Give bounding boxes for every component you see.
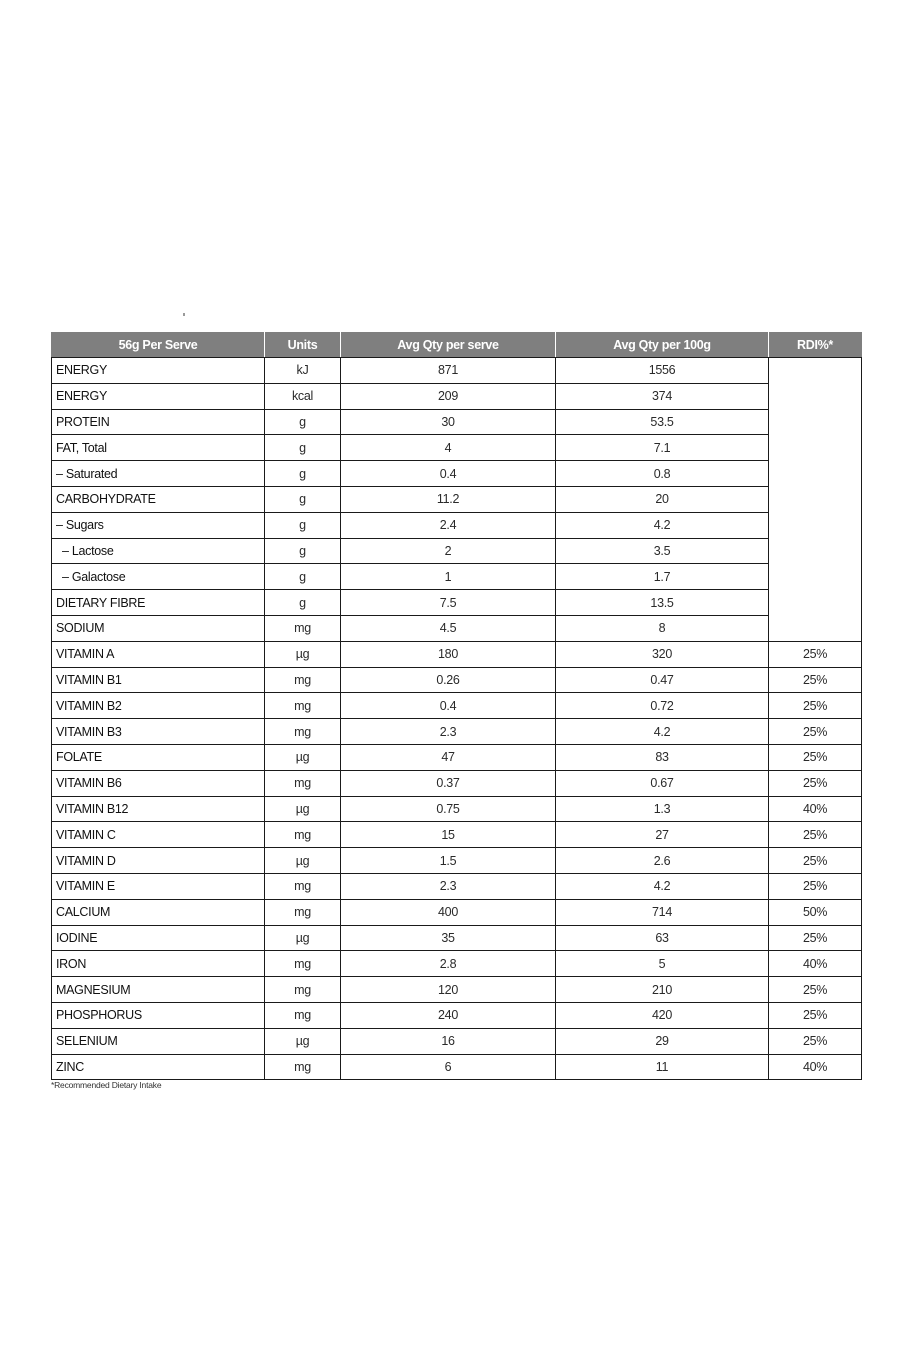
nutrient-unit: mg xyxy=(265,770,341,796)
rdi-percent: 40% xyxy=(769,1054,862,1080)
qty-per-100g: 20 xyxy=(556,486,769,512)
qty-per-100g: 13.5 xyxy=(556,590,769,616)
nutrient-name: ENERGY xyxy=(52,383,265,409)
qty-per-100g: 83 xyxy=(556,744,769,770)
nutrient-name: VITAMIN C xyxy=(52,822,265,848)
table-row xyxy=(52,461,862,487)
qty-per-100g: 374 xyxy=(556,383,769,409)
nutrient-name: FOLATE xyxy=(52,744,265,770)
nutrient-name: VITAMIN A xyxy=(52,641,265,667)
nutrient-name: FAT, Total xyxy=(52,435,265,461)
qty-per-serve: 871 xyxy=(341,358,556,384)
rdi-percent xyxy=(769,461,862,487)
header-units: Units xyxy=(265,333,341,358)
nutrient-unit: µg xyxy=(265,641,341,667)
rdi-percent: 25% xyxy=(769,1002,862,1028)
table-row xyxy=(52,899,862,925)
nutrient-unit: µg xyxy=(265,925,341,951)
rdi-percent: 25% xyxy=(769,641,862,667)
qty-per-serve: 47 xyxy=(341,744,556,770)
table-row xyxy=(52,693,862,719)
nutrient-unit: g xyxy=(265,590,341,616)
table-row xyxy=(52,615,862,641)
nutrient-unit: kJ xyxy=(265,358,341,384)
qty-per-100g: 0.47 xyxy=(556,667,769,693)
rdi-percent: 25% xyxy=(769,667,862,693)
nutrient-name: CALCIUM xyxy=(52,899,265,925)
qty-per-100g: 4.2 xyxy=(556,873,769,899)
nutrient-name: PHOSPHORUS xyxy=(52,1002,265,1028)
nutrient-unit: g xyxy=(265,512,341,538)
qty-per-100g: 63 xyxy=(556,925,769,951)
nutrient-name: VITAMIN B3 xyxy=(52,719,265,745)
table-body xyxy=(52,358,862,1080)
nutrient-unit: µg xyxy=(265,744,341,770)
qty-per-100g: 27 xyxy=(556,822,769,848)
table-row xyxy=(52,796,862,822)
nutrient-unit: g xyxy=(265,564,341,590)
nutrient-unit: g xyxy=(265,538,341,564)
nutrient-name: VITAMIN B6 xyxy=(52,770,265,796)
rdi-percent xyxy=(769,435,862,461)
nutrient-unit: g xyxy=(265,461,341,487)
qty-per-100g: 7.1 xyxy=(556,435,769,461)
qty-per-serve: 400 xyxy=(341,899,556,925)
qty-per-100g: 0.67 xyxy=(556,770,769,796)
table-row xyxy=(52,1054,862,1080)
qty-per-100g: 714 xyxy=(556,899,769,925)
qty-per-serve: 180 xyxy=(341,641,556,667)
header-rdi-percent: RDI%* xyxy=(769,333,862,358)
table-row xyxy=(52,744,862,770)
table-row xyxy=(52,512,862,538)
qty-per-serve: 1 xyxy=(341,564,556,590)
table-row xyxy=(52,770,862,796)
qty-per-100g: 1.7 xyxy=(556,564,769,590)
table-row xyxy=(52,951,862,977)
table-row xyxy=(52,435,862,461)
qty-per-serve: 6 xyxy=(341,1054,556,1080)
nutrient-unit: g xyxy=(265,435,341,461)
rdi-percent xyxy=(769,564,862,590)
table-row xyxy=(52,641,862,667)
qty-per-serve: 35 xyxy=(341,925,556,951)
header-avg-qty-per-serve: Avg Qty per serve xyxy=(341,333,556,358)
table-row xyxy=(52,564,862,590)
qty-per-100g: 4.2 xyxy=(556,719,769,745)
rdi-percent xyxy=(769,590,862,616)
qty-per-100g: 2.6 xyxy=(556,848,769,874)
rdi-percent: 25% xyxy=(769,770,862,796)
rdi-percent xyxy=(769,486,862,512)
qty-per-100g: 1556 xyxy=(556,358,769,384)
qty-per-serve: 0.4 xyxy=(341,693,556,719)
table-row xyxy=(52,1002,862,1028)
qty-per-serve: 2 xyxy=(341,538,556,564)
nutrient-unit: mg xyxy=(265,615,341,641)
qty-per-100g: 29 xyxy=(556,1028,769,1054)
rdi-percent xyxy=(769,383,862,409)
qty-per-100g: 1.3 xyxy=(556,796,769,822)
nutrient-unit: mg xyxy=(265,1054,341,1080)
qty-per-serve: 2.3 xyxy=(341,873,556,899)
nutrient-name: VITAMIN D xyxy=(52,848,265,874)
nutrient-unit: mg xyxy=(265,693,341,719)
qty-per-serve: 209 xyxy=(341,383,556,409)
header-avg-qty-per-100g: Avg Qty per 100g xyxy=(556,333,769,358)
table-row xyxy=(52,486,862,512)
nutrient-name: MAGNESIUM xyxy=(52,977,265,1003)
nutrient-unit: mg xyxy=(265,822,341,848)
table-row xyxy=(52,538,862,564)
nutrient-name: – Lactose xyxy=(52,538,265,564)
rdi-percent: 50% xyxy=(769,899,862,925)
qty-per-100g: 4.2 xyxy=(556,512,769,538)
qty-per-serve: 1.5 xyxy=(341,848,556,874)
rdi-percent xyxy=(769,409,862,435)
qty-per-100g: 5 xyxy=(556,951,769,977)
qty-per-serve: 15 xyxy=(341,822,556,848)
header-serve-size: 56g Per Serve xyxy=(52,333,265,358)
nutrient-unit: mg xyxy=(265,899,341,925)
qty-per-serve: 4 xyxy=(341,435,556,461)
qty-per-100g: 11 xyxy=(556,1054,769,1080)
nutrient-unit: µg xyxy=(265,1028,341,1054)
qty-per-100g: 3.5 xyxy=(556,538,769,564)
nutrient-name: VITAMIN B2 xyxy=(52,693,265,719)
nutrient-name: ENERGY xyxy=(52,358,265,384)
qty-per-serve: 4.5 xyxy=(341,615,556,641)
table-header-row xyxy=(52,333,862,358)
nutrient-name: ZINC xyxy=(52,1054,265,1080)
qty-per-serve: 2.8 xyxy=(341,951,556,977)
qty-per-100g: 210 xyxy=(556,977,769,1003)
qty-per-serve: 7.5 xyxy=(341,590,556,616)
qty-per-serve: 120 xyxy=(341,977,556,1003)
rdi-percent: 25% xyxy=(769,848,862,874)
qty-per-serve: 0.4 xyxy=(341,461,556,487)
nutrition-information-table xyxy=(51,332,862,1080)
nutrient-unit: g xyxy=(265,409,341,435)
rdi-percent xyxy=(769,538,862,564)
qty-per-100g: 320 xyxy=(556,641,769,667)
nutrient-unit: mg xyxy=(265,1002,341,1028)
qty-per-100g: 0.8 xyxy=(556,461,769,487)
rdi-percent: 25% xyxy=(769,744,862,770)
qty-per-serve: 0.26 xyxy=(341,667,556,693)
nutrient-name: VITAMIN E xyxy=(52,873,265,899)
nutrient-unit: kcal xyxy=(265,383,341,409)
nutrient-unit: mg xyxy=(265,873,341,899)
qty-per-serve: 2.4 xyxy=(341,512,556,538)
rdi-percent: 25% xyxy=(769,873,862,899)
nutrient-unit: µg xyxy=(265,796,341,822)
table-row xyxy=(52,1028,862,1054)
nutrient-unit: mg xyxy=(265,667,341,693)
qty-per-100g: 8 xyxy=(556,615,769,641)
rdi-percent: 40% xyxy=(769,951,862,977)
rdi-percent: 25% xyxy=(769,977,862,1003)
nutrient-unit: g xyxy=(265,486,341,512)
rdi-percent xyxy=(769,512,862,538)
qty-per-serve: 0.37 xyxy=(341,770,556,796)
qty-per-serve: 11.2 xyxy=(341,486,556,512)
stray-mark xyxy=(183,313,185,316)
table-row xyxy=(52,873,862,899)
nutrient-name: – Sugars xyxy=(52,512,265,538)
footnote: *Recommended Dietary Intake xyxy=(51,1080,162,1090)
nutrient-name: PROTEIN xyxy=(52,409,265,435)
table-row xyxy=(52,409,862,435)
qty-per-100g: 0.72 xyxy=(556,693,769,719)
rdi-percent: 25% xyxy=(769,719,862,745)
table-row xyxy=(52,822,862,848)
nutrient-name: SELENIUM xyxy=(52,1028,265,1054)
qty-per-serve: 2.3 xyxy=(341,719,556,745)
table-row xyxy=(52,925,862,951)
nutrient-name: DIETARY FIBRE xyxy=(52,590,265,616)
nutrient-name: SODIUM xyxy=(52,615,265,641)
qty-per-serve: 0.75 xyxy=(341,796,556,822)
table-row xyxy=(52,358,862,384)
table-row xyxy=(52,667,862,693)
rdi-percent: 25% xyxy=(769,925,862,951)
nutrient-unit: mg xyxy=(265,951,341,977)
rdi-percent: 40% xyxy=(769,796,862,822)
nutrient-name: VITAMIN B1 xyxy=(52,667,265,693)
rdi-percent: 25% xyxy=(769,1028,862,1054)
table-row xyxy=(52,590,862,616)
table-row xyxy=(52,383,862,409)
nutrient-name: – Saturated xyxy=(52,461,265,487)
rdi-percent xyxy=(769,358,862,384)
nutrient-name: VITAMIN B12 xyxy=(52,796,265,822)
qty-per-100g: 420 xyxy=(556,1002,769,1028)
nutrient-name: IRON xyxy=(52,951,265,977)
rdi-percent: 25% xyxy=(769,822,862,848)
rdi-percent: 25% xyxy=(769,693,862,719)
table-row xyxy=(52,848,862,874)
rdi-percent xyxy=(769,615,862,641)
table-row xyxy=(52,719,862,745)
qty-per-100g: 53.5 xyxy=(556,409,769,435)
nutrient-name: CARBOHYDRATE xyxy=(52,486,265,512)
nutrient-unit: µg xyxy=(265,848,341,874)
nutrient-name: IODINE xyxy=(52,925,265,951)
nutrient-unit: mg xyxy=(265,719,341,745)
table-row xyxy=(52,977,862,1003)
nutrient-name: – Galactose xyxy=(52,564,265,590)
qty-per-serve: 16 xyxy=(341,1028,556,1054)
qty-per-serve: 30 xyxy=(341,409,556,435)
nutrient-unit: mg xyxy=(265,977,341,1003)
qty-per-serve: 240 xyxy=(341,1002,556,1028)
